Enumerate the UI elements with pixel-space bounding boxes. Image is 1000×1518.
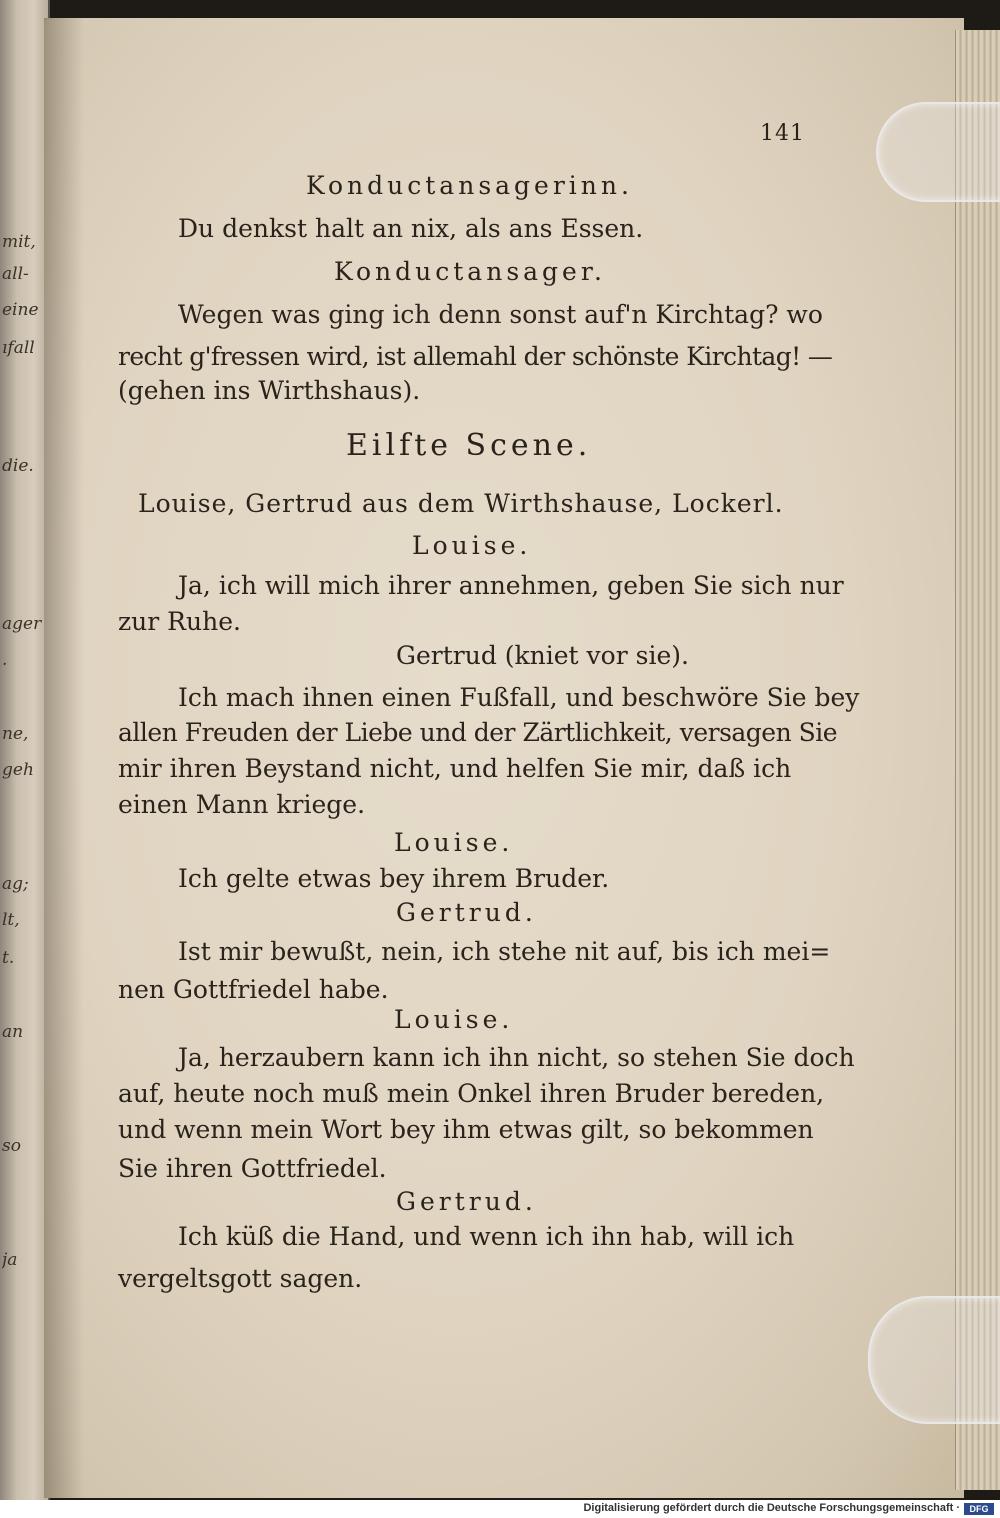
text-line: und wenn mein Wort bey ihm etwas gilt, so bekommen bbox=[118, 1115, 814, 1144]
plastic-clip bbox=[868, 1296, 1000, 1424]
speaker-label: Louise. bbox=[394, 828, 514, 857]
text-line: auf, heute noch muß mein Onkel ihren Bruder bereden, bbox=[118, 1079, 825, 1108]
left-page-fragment: . bbox=[2, 650, 8, 670]
text-line: mir ihren Beystand nicht, und helfen Sie mir, daß ich bbox=[118, 754, 792, 783]
left-page-fragment: eine bbox=[2, 300, 39, 320]
previous-page-edge bbox=[0, 0, 50, 1500]
left-page-fragment: lt, bbox=[2, 910, 20, 930]
left-page-fragment: t. bbox=[2, 948, 15, 968]
text-line: Ja, herzaubern kann ich ihn nicht, so stehen Sie doch bbox=[178, 1043, 855, 1072]
text-line: einen Mann kriege. bbox=[118, 790, 366, 819]
text-line: Ich mach ihnen einen Fußfall, und beschwöre Sie bey bbox=[178, 683, 860, 712]
text-line: (gehen ins Wirthshaus). bbox=[118, 376, 421, 405]
speaker-label: Konductansagerinn. bbox=[306, 171, 633, 200]
dfg-logo: DFG bbox=[964, 1503, 994, 1515]
page-text bbox=[44, 18, 964, 1498]
text-line: zur Ruhe. bbox=[118, 607, 241, 636]
text-line: Wegen was ging ich denn sonst auf'n Kirchtag? wo bbox=[178, 300, 823, 329]
text-line: recht g'fressen wird, ist allemahl der schönste Kirchtag! — bbox=[118, 342, 833, 371]
left-page-fragment: so bbox=[2, 1136, 21, 1156]
scene-cast: Louise, Gertrud aus dem Wirthshause, Lockerl. bbox=[138, 489, 784, 518]
left-page-fragment: all- bbox=[2, 264, 29, 284]
text-line: Ja, ich will mich ihrer annehmen, geben Sie sich nur bbox=[178, 571, 844, 600]
speaker-label: Gertrud (kniet vor sie). bbox=[396, 641, 689, 670]
left-page-fragment: an bbox=[2, 1022, 24, 1042]
plastic-clip bbox=[876, 102, 1000, 202]
footer-credit: Digitalisierung gefördert durch die Deutsche Forschungsgemeinschaft · bbox=[583, 1502, 960, 1514]
text-line: vergeltsgott sagen. bbox=[118, 1264, 363, 1293]
speaker-label: Louise. bbox=[394, 1005, 514, 1034]
speaker-label: Louise. bbox=[412, 531, 532, 560]
scene-heading: Eilfte Scene. bbox=[346, 428, 592, 463]
text-line: Du denkst halt an nix, als ans Essen. bbox=[178, 214, 644, 243]
left-page-fragment: ja bbox=[2, 1250, 18, 1270]
left-page-fragment: ager bbox=[2, 614, 42, 634]
text-line: Ich gelte etwas bey ihrem Bruder. bbox=[178, 864, 610, 893]
text-line: Ich küß die Hand, und wenn ich ihn hab, will ich bbox=[178, 1222, 795, 1251]
speaker-label: Konductansager. bbox=[334, 257, 606, 286]
left-page-fragment: ne, bbox=[2, 724, 29, 744]
left-page-fragment: geh bbox=[2, 760, 34, 780]
left-page-fragment: ıfall bbox=[2, 338, 35, 358]
left-page-fragment: ag; bbox=[2, 874, 29, 894]
speaker-label: Gertrud. bbox=[396, 898, 537, 927]
speaker-label: Gertrud. bbox=[396, 1187, 537, 1216]
text-line: nen Gottfriedel habe. bbox=[118, 975, 389, 1004]
text-line: Ist mir bewußt, nein, ich stehe nit auf, bis ich mei= bbox=[178, 937, 831, 966]
left-page-fragment: mit, bbox=[2, 232, 36, 252]
text-line: Sie ihren Gottfriedel. bbox=[118, 1154, 387, 1183]
text-line: allen Freuden der Liebe und der Zärtlichkeit, versagen Sie bbox=[118, 718, 838, 747]
left-page-fragment: die. bbox=[2, 456, 34, 476]
footer-bar bbox=[0, 1500, 1000, 1518]
page-number: 141 bbox=[760, 121, 805, 146]
